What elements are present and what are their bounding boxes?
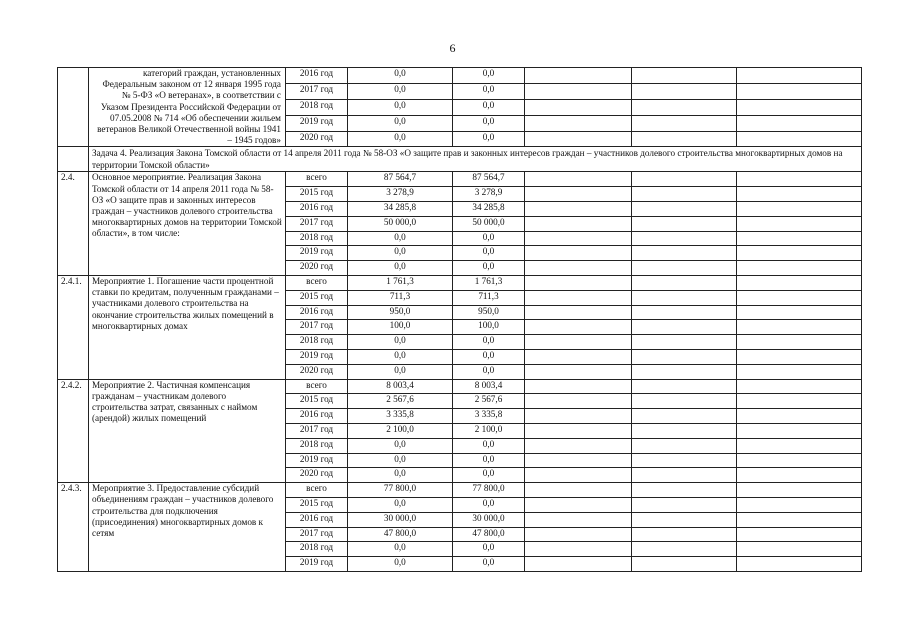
empty-cell — [632, 83, 737, 99]
total-amount-cell: 950,0 — [348, 305, 453, 320]
empty-cell — [632, 335, 737, 350]
budget-amount-cell: 0,0 — [453, 453, 525, 468]
empty-cell — [632, 115, 737, 131]
empty-cell — [525, 527, 632, 542]
empty-cell — [525, 305, 632, 320]
budget-amount-cell: 87 564,7 — [453, 172, 525, 187]
budget-amount-cell: 77 800,0 — [453, 483, 525, 498]
total-amount-cell: 0,0 — [348, 497, 453, 512]
year-cell: 2017 год — [286, 423, 348, 438]
empty-cell — [525, 320, 632, 335]
year-cell: 2016 год — [286, 68, 348, 84]
table-row — [58, 483, 862, 498]
year-cell: 2015 год — [286, 497, 348, 512]
page-number: 6 — [449, 41, 456, 55]
empty-cell — [632, 497, 737, 512]
year-cell: 2018 год — [286, 335, 348, 350]
budget-amount-cell: 30 000,0 — [453, 512, 525, 527]
empty-cell — [737, 497, 862, 512]
total-amount-cell: 0,0 — [348, 364, 453, 379]
empty-cell — [737, 409, 862, 424]
empty-cell — [525, 261, 632, 276]
total-amount-cell: 50 000,0 — [348, 216, 453, 231]
budget-amount-cell: 34 285,8 — [453, 202, 525, 217]
year-cell: 2015 год — [286, 394, 348, 409]
item-description: Мероприятие 1. Погашение части процентной ставки по кредитам, полученным гражданами – участниками долевого строительства на окончание строительства жилых помещений в многоквартирных домах — [89, 276, 286, 380]
year-cell: 2020 год — [286, 131, 348, 147]
empty-cell — [525, 557, 632, 572]
year-cell: 2016 год — [286, 512, 348, 527]
empty-cell — [525, 438, 632, 453]
empty-cell — [525, 423, 632, 438]
empty-cell — [632, 246, 737, 261]
total-amount-cell: 1 761,3 — [348, 276, 453, 291]
year-cell: 2018 год — [286, 542, 348, 557]
year-cell: 2017 год — [286, 83, 348, 99]
empty-cell — [737, 527, 862, 542]
total-amount-cell: 0,0 — [348, 115, 453, 131]
empty-cell — [632, 261, 737, 276]
year-cell: 2020 год — [286, 468, 348, 483]
budget-amount-cell: 3 278,9 — [453, 187, 525, 202]
item-description: Мероприятие 3. Предоставление субсидий объединениям граждан – участников долевого строительства для подключения (присоединения) многоквартирных домов к сетям — [89, 483, 286, 572]
budget-amount-cell: 0,0 — [453, 131, 525, 147]
budget-amount-cell: 47 800,0 — [453, 527, 525, 542]
empty-cell — [737, 394, 862, 409]
year-cell: 2019 год — [286, 115, 348, 131]
empty-cell — [737, 320, 862, 335]
empty-cell — [632, 542, 737, 557]
empty-cell — [632, 187, 737, 202]
total-amount-cell: 0,0 — [348, 438, 453, 453]
budget-amount-cell: 711,3 — [453, 290, 525, 305]
year-cell: всего — [286, 379, 348, 394]
total-amount-cell: 34 285,8 — [348, 202, 453, 217]
empty-cell — [737, 453, 862, 468]
total-amount-cell: 0,0 — [348, 542, 453, 557]
year-cell: 2015 год — [286, 290, 348, 305]
empty-cell — [737, 423, 862, 438]
year-cell: 2016 год — [286, 305, 348, 320]
empty-cell — [632, 512, 737, 527]
item-description: категорий граждан, установленных Федеральным законом от 12 января 1995 года № 5-ФЗ «О ветеранах», в соответствии с Указом Президента Российской Федерации от 07.05.2008 № 714 «Об обеспечении жильем ветеранов Великой Отечественной войны 1941 – 1945 годов» — [89, 68, 286, 147]
empty-cell — [632, 349, 737, 364]
empty-cell — [525, 290, 632, 305]
budget-amount-cell: 0,0 — [453, 542, 525, 557]
budget-amount-cell: 2 100,0 — [453, 423, 525, 438]
total-amount-cell: 30 000,0 — [348, 512, 453, 527]
budget-amount-cell: 100,0 — [453, 320, 525, 335]
empty-cell — [525, 115, 632, 131]
empty-cell — [632, 172, 737, 187]
budget-amount-cell: 950,0 — [453, 305, 525, 320]
item-description: Мероприятие 2. Частичная компенсация гражданам – участникам долевого строительства затрат, связанных с наймом (арендой) жилых помещений — [89, 379, 286, 483]
total-amount-cell: 3 335,8 — [348, 409, 453, 424]
table-row — [58, 379, 862, 394]
empty-cell — [737, 231, 862, 246]
budget-amount-cell: 0,0 — [453, 246, 525, 261]
budget-amount-cell: 0,0 — [453, 335, 525, 350]
empty-cell — [632, 379, 737, 394]
total-amount-cell: 0,0 — [348, 349, 453, 364]
empty-cell — [525, 409, 632, 424]
year-cell: 2018 год — [286, 231, 348, 246]
total-amount-cell: 0,0 — [348, 557, 453, 572]
table-row — [58, 68, 862, 84]
year-cell: всего — [286, 276, 348, 291]
empty-cell — [737, 438, 862, 453]
empty-cell — [632, 131, 737, 147]
empty-cell — [525, 468, 632, 483]
empty-cell — [525, 379, 632, 394]
empty-cell — [525, 276, 632, 291]
empty-cell — [737, 483, 862, 498]
year-cell: 2019 год — [286, 453, 348, 468]
empty-cell — [737, 305, 862, 320]
budget-amount-cell: 0,0 — [453, 497, 525, 512]
empty-cell — [737, 187, 862, 202]
budget-amount-cell: 1 761,3 — [453, 276, 525, 291]
empty-cell — [737, 99, 862, 115]
empty-cell — [737, 290, 862, 305]
empty-cell — [525, 349, 632, 364]
budget-amount-cell: 0,0 — [453, 557, 525, 572]
empty-cell — [525, 542, 632, 557]
item-number: 2.4.1. — [58, 276, 89, 380]
budget-amount-cell: 0,0 — [453, 468, 525, 483]
program-table — [57, 67, 862, 572]
empty-cell — [632, 483, 737, 498]
total-amount-cell: 0,0 — [348, 246, 453, 261]
empty-cell — [737, 68, 862, 84]
empty-cell — [525, 99, 632, 115]
total-amount-cell: 0,0 — [348, 68, 453, 84]
empty-cell — [737, 216, 862, 231]
empty-cell — [632, 468, 737, 483]
budget-amount-cell: 0,0 — [453, 438, 525, 453]
budget-amount-cell: 0,0 — [453, 115, 525, 131]
empty-cell — [525, 483, 632, 498]
empty-cell — [525, 172, 632, 187]
year-cell: всего — [286, 483, 348, 498]
empty-cell — [737, 202, 862, 217]
budget-amount-cell: 3 335,8 — [453, 409, 525, 424]
item-number: 2.4.2. — [58, 379, 89, 483]
total-amount-cell: 47 800,0 — [348, 527, 453, 542]
task-row — [58, 147, 862, 172]
empty-cell — [737, 246, 862, 261]
empty-cell — [525, 216, 632, 231]
total-amount-cell: 0,0 — [348, 468, 453, 483]
budget-amount-cell: 0,0 — [453, 83, 525, 99]
total-amount-cell: 0,0 — [348, 99, 453, 115]
empty-cell — [632, 216, 737, 231]
empty-cell — [632, 557, 737, 572]
empty-cell — [632, 320, 737, 335]
total-amount-cell: 8 003,4 — [348, 379, 453, 394]
total-amount-cell: 2 567,6 — [348, 394, 453, 409]
item-description: Основное мероприятие. Реализация Закона Томской области от 14 апреля 2011 года № 58-ОЗ «О защите прав и законных интересов граждан – участников долевого строительства многоквартирных домов на территории Томской области», в том числе: — [89, 172, 286, 276]
budget-amount-cell: 0,0 — [453, 231, 525, 246]
year-cell: всего — [286, 172, 348, 187]
total-amount-cell: 2 100,0 — [348, 423, 453, 438]
empty-cell — [737, 276, 862, 291]
empty-cell — [737, 131, 862, 147]
total-amount-cell: 0,0 — [348, 261, 453, 276]
empty-cell — [632, 453, 737, 468]
year-cell: 2018 год — [286, 438, 348, 453]
empty-cell — [632, 276, 737, 291]
empty-cell — [525, 131, 632, 147]
empty-cell — [632, 527, 737, 542]
total-amount-cell: 77 800,0 — [348, 483, 453, 498]
empty-cell — [525, 394, 632, 409]
budget-amount-cell: 0,0 — [453, 261, 525, 276]
empty-cell — [632, 202, 737, 217]
empty-cell — [737, 172, 862, 187]
empty-cell — [632, 231, 737, 246]
table-row — [58, 276, 862, 291]
empty-cell — [525, 83, 632, 99]
total-amount-cell: 0,0 — [348, 131, 453, 147]
budget-amount-cell: 0,0 — [453, 364, 525, 379]
year-cell: 2019 год — [286, 246, 348, 261]
year-cell: 2015 год — [286, 187, 348, 202]
task-heading: Задача 4. Реализация Закона Томской области от 14 апреля 2011 года № 58-ОЗ «О защите прав и законных интересов граждан – участников долевого строительства многоквартирных домов на территории Томской области» — [89, 147, 862, 172]
empty-cell — [525, 202, 632, 217]
empty-cell — [737, 557, 862, 572]
year-cell: 2018 год — [286, 99, 348, 115]
empty-cell — [525, 453, 632, 468]
empty-cell — [737, 542, 862, 557]
year-cell: 2020 год — [286, 364, 348, 379]
year-cell: 2019 год — [286, 557, 348, 572]
total-amount-cell: 100,0 — [348, 320, 453, 335]
year-cell: 2016 год — [286, 409, 348, 424]
empty-cell — [737, 468, 862, 483]
item-number: 2.4. — [58, 172, 89, 276]
total-amount-cell: 87 564,7 — [348, 172, 453, 187]
budget-amount-cell: 8 003,4 — [453, 379, 525, 394]
empty-cell — [632, 438, 737, 453]
budget-amount-cell: 0,0 — [453, 68, 525, 84]
total-amount-cell: 0,0 — [348, 83, 453, 99]
empty-cell — [632, 423, 737, 438]
budget-amount-cell: 0,0 — [453, 349, 525, 364]
year-cell: 2020 год — [286, 261, 348, 276]
empty-cell — [632, 364, 737, 379]
total-amount-cell: 711,3 — [348, 290, 453, 305]
empty-cell — [525, 68, 632, 84]
empty-cell — [525, 335, 632, 350]
empty-cell — [632, 68, 737, 84]
empty-cell — [525, 512, 632, 527]
empty-cell — [737, 364, 862, 379]
item-number — [58, 68, 89, 147]
empty-cell — [632, 99, 737, 115]
empty-cell — [737, 83, 862, 99]
empty-cell — [737, 512, 862, 527]
year-cell: 2019 год — [286, 349, 348, 364]
empty-cell — [737, 349, 862, 364]
empty-cell — [632, 290, 737, 305]
empty-cell — [632, 394, 737, 409]
year-cell: 2016 год — [286, 202, 348, 217]
item-number: 2.4.3. — [58, 483, 89, 572]
total-amount-cell: 0,0 — [348, 335, 453, 350]
empty-cell — [737, 115, 862, 131]
total-amount-cell: 0,0 — [348, 453, 453, 468]
empty-cell — [525, 231, 632, 246]
budget-amount-cell: 2 567,6 — [453, 394, 525, 409]
empty-cell — [737, 335, 862, 350]
empty-cell — [525, 497, 632, 512]
year-cell: 2017 год — [286, 216, 348, 231]
empty-cell — [525, 246, 632, 261]
budget-amount-cell: 0,0 — [453, 99, 525, 115]
year-cell: 2017 год — [286, 527, 348, 542]
table-row — [58, 172, 862, 187]
year-cell: 2017 год — [286, 320, 348, 335]
empty-cell — [737, 379, 862, 394]
empty-cell — [632, 305, 737, 320]
empty-cell — [525, 187, 632, 202]
empty-cell — [737, 261, 862, 276]
empty-cell — [58, 147, 89, 172]
empty-cell — [525, 364, 632, 379]
total-amount-cell: 3 278,9 — [348, 187, 453, 202]
budget-amount-cell: 50 000,0 — [453, 216, 525, 231]
total-amount-cell: 0,0 — [348, 231, 453, 246]
empty-cell — [632, 409, 737, 424]
